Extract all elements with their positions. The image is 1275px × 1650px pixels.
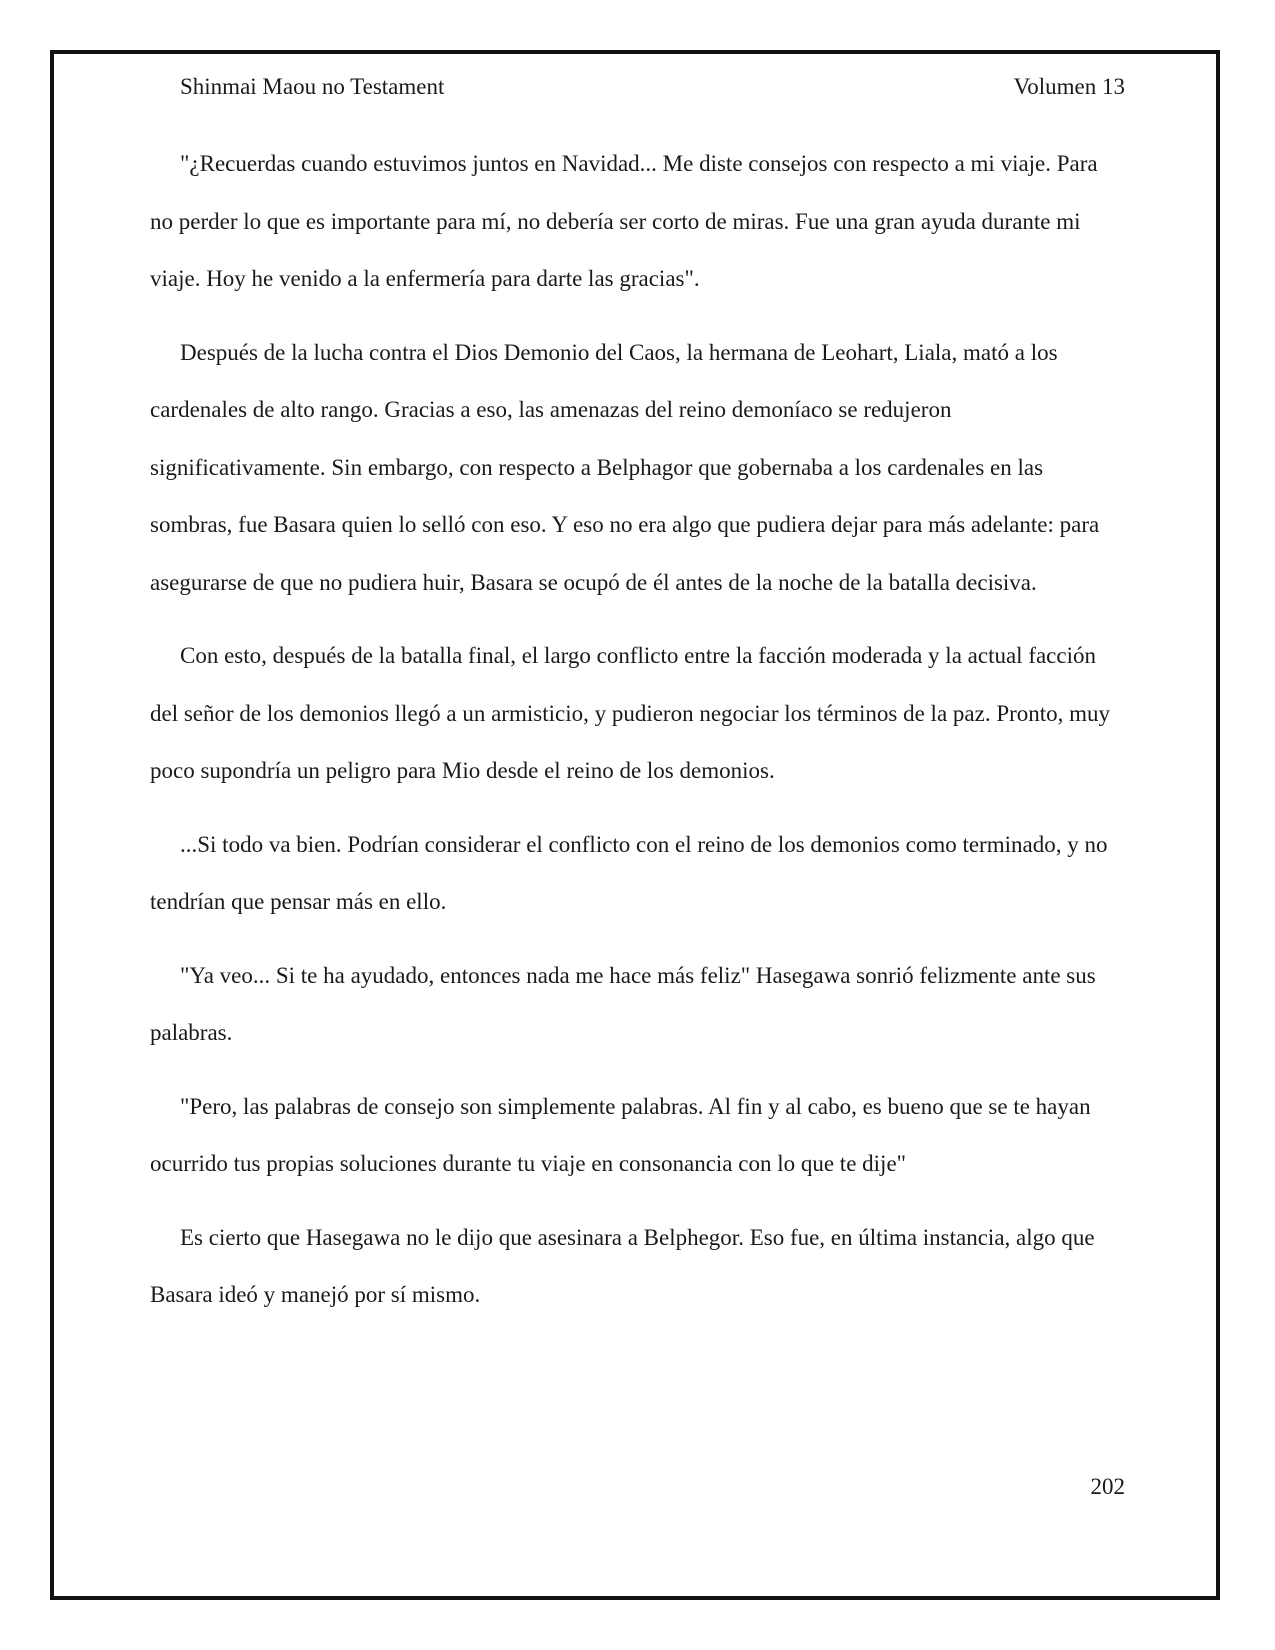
page-number: 202 <box>1090 1474 1125 1499</box>
paragraph-4: ...Si todo va bien. Podrían considerar el conflicto con el reino de los demonios como terminado, y no tendrían que pensar más en ello. <box>150 831 1108 914</box>
paragraph-5: "Ya veo... Si te ha ayudado, entonces nada me hace más feliz" Hasegawa sonrió felizmente ante sus palabras. <box>150 962 1096 1045</box>
paragraph-1: "¿Recuerdas cuando estuvimos juntos en Navidad... Me diste consejos con respecto a mi viaje. Para no perder lo que es importante para mí, no debería ser corto de miras. Fue una gran ayuda durante mi viaje. Hoy he venido a la enfermería para darte las gracias". <box>150 151 1098 291</box>
running-header <box>180 70 1125 104</box>
volume-label: Volumen 13 <box>1013 74 1125 99</box>
body-text <box>150 135 1125 1340</box>
series-title: Shinmai Maou no Testament <box>180 74 445 99</box>
paragraph-3: Con esto, después de la batalla final, el largo conflicto entre la facción moderada y la actual facción del señor de los demonios llegó a un armisticio, y pudieron negociar los términos de la paz. Pronto, muy poco supondría un peligro para Mio desde el reino de los demonios. <box>150 643 1111 783</box>
paragraph-2: Después de la lucha contra el Dios Demonio del Caos, la hermana de Leohart, Liala, mató a los cardenales de alto rango. Gracias a eso, las amenazas del reino demoníaco se redujeron significativamente. Sin embargo, con respecto a Belphagor que gobernaba a los cardenales en las sombras, fue Basara quien lo selló con eso. Y eso no era algo que pudiera dejar para más adelante: para asegurarse de que no pudiera huir, Basara se ocupó de él antes de la noche de la batalla decisiva. <box>150 339 1100 595</box>
paragraph-7: Es cierto que Hasegawa no le dijo que asesinara a Belphegor. Eso fue, en última instancia, algo que Basara ideó y manejó por sí mismo. <box>150 1224 1095 1307</box>
paragraph-6: "Pero, las palabras de consejo son simplemente palabras. Al fin y al cabo, es bueno que se te hayan ocurrido tus propias soluciones durante tu viaje en consonancia con lo que te dije" <box>150 1093 1091 1176</box>
